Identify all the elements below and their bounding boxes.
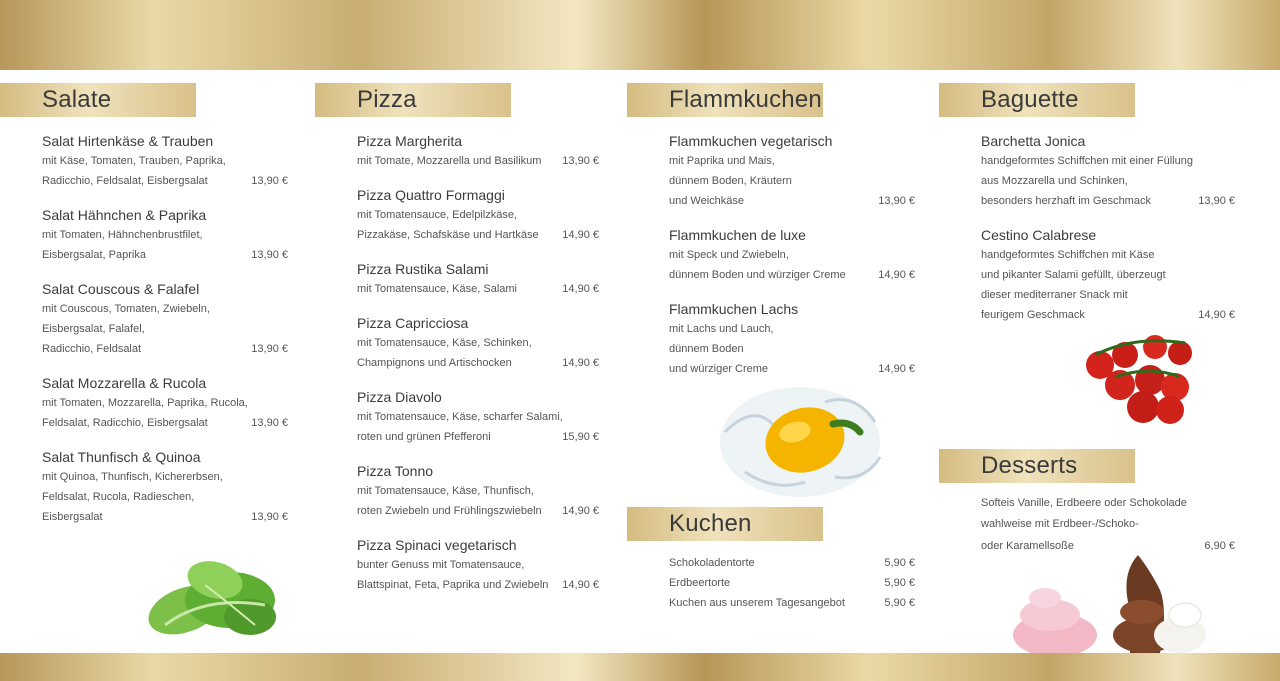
item-price: 13,90 € (562, 155, 599, 167)
item-description: besonders herzhaft im Geschmack 13,90 € (981, 191, 1235, 211)
item-description: mit Tomatensauce, Käse, scharfer Salami, (357, 411, 563, 423)
item-description: Eisbergsalat, Falafel, (42, 323, 145, 335)
list-item: Erdbeertorte 5,90 € (669, 577, 915, 589)
item-line: Softeis Vanille, Erdbeere oder Schokolade (981, 497, 1187, 509)
item-name: Salat Couscous & Falafel (42, 281, 200, 297)
menu-item (357, 259, 599, 299)
item-price: 13,90 € (251, 511, 288, 523)
section-title: Baguette (981, 86, 1079, 113)
item-name: Flammkuchen vegetarisch (669, 133, 833, 149)
item-price: 13,90 € (1198, 195, 1235, 207)
menu-list (315, 131, 599, 595)
menu-item (357, 535, 599, 595)
item-name: Pizza Margherita (357, 133, 463, 149)
item-description: Feldsalat, Radicchio, Eisbergsalat 13,90 € (42, 413, 288, 433)
item-description: roten und grünen Pfefferoni 15,90 € (357, 427, 599, 447)
item-description: dünnem Boden, Kräutern (669, 175, 792, 187)
section-header (0, 83, 196, 117)
item-description: handgeformtes Schiffchen mit einer Füllung (981, 155, 1193, 167)
item-description: mit Tomatensauce, Käse, Salami 14,90 € (357, 279, 599, 299)
item-description: roten Zwiebeln und Frühlingszwiebeln 14,90 € (357, 501, 599, 521)
item-description: Eisbergsalat 13,90 € (42, 507, 288, 527)
menu-list (939, 131, 1235, 325)
menu-item (42, 205, 288, 265)
item-price: 14,90 € (878, 269, 915, 281)
item-description: mit Tomaten, Mozzarella, Paprika, Rucola, (42, 397, 248, 409)
section-header (627, 507, 823, 541)
item-name: Cestino Calabrese (981, 227, 1097, 243)
item-price: 14,90 € (562, 283, 599, 295)
item-name: Salat Mozzarella & Rucola (42, 375, 207, 391)
section-title: Flammkuchen (669, 86, 822, 113)
section-header (315, 83, 511, 117)
menu-item (669, 225, 915, 285)
menu-item (669, 131, 915, 211)
item-name: Salat Hähnchen & Paprika (42, 207, 207, 223)
item-description: handgeformtes Schiffchen mit Käse (981, 249, 1155, 261)
item-name: Flammkuchen de luxe (669, 227, 806, 243)
menu-list (627, 553, 915, 613)
menu-item (357, 313, 599, 373)
section-title: Salate (42, 86, 112, 113)
item-description: mit Käse, Tomaten, Trauben, Paprika, (42, 155, 226, 167)
top-gold-band (0, 0, 1280, 70)
section-header (627, 83, 823, 117)
item-price: 14,90 € (562, 505, 599, 517)
item-description: Champignons und Artischocken 14,90 € (357, 353, 599, 373)
item-price: 15,90 € (562, 431, 599, 443)
item-name: Pizza Spinaci vegetarisch (357, 537, 517, 553)
item-description: Radicchio, Feldsalat, Eisbergsalat 13,90 € (42, 171, 288, 191)
section-salate (0, 83, 300, 541)
item-name: Pizza Diavolo (357, 389, 442, 405)
item-line: wahlweise mit Erdbeer-/Schoko- (981, 518, 1139, 530)
item-price: 13,90 € (251, 175, 288, 187)
section-header (939, 83, 1135, 117)
menu-list (939, 493, 1235, 557)
item-description: mit Tomate, Mozzarella und Basilikum 13,90 € (357, 151, 599, 171)
menu-item (669, 299, 915, 379)
section-title: Desserts (981, 452, 1078, 479)
item-price: 13,90 € (251, 417, 288, 429)
item-price: 13,90 € (878, 195, 915, 207)
yellow-pepper-image (715, 372, 885, 502)
section-title: Kuchen (669, 510, 752, 537)
menu-item (42, 447, 288, 527)
item-description: und würziger Creme 14,90 € (669, 359, 915, 379)
item-description: dünnem Boden (669, 343, 744, 355)
menu-item (981, 131, 1235, 211)
list-item: Kuchen aus unserem Tagesangebot 5,90 € (669, 597, 915, 609)
menu-item (42, 373, 288, 433)
item-name: Barchetta Jonica (981, 133, 1086, 149)
item-name: Salat Hirtenkäse & Trauben (42, 133, 214, 149)
section-pizza (315, 83, 615, 609)
menu-list (627, 131, 915, 379)
item-price: 13,90 € (251, 343, 288, 355)
item-description: mit Paprika und Mais, (669, 155, 775, 167)
item-description: dieser mediterraner Snack mit (981, 289, 1128, 301)
menu-item (981, 225, 1235, 325)
item-description: Blattspinat, Feta, Paprika und Zwiebeln 14,90 € (357, 575, 599, 595)
item-name: Flammkuchen Lachs (669, 301, 799, 317)
lettuce-image (145, 555, 280, 645)
item-description: feurigem Geschmack 14,90 € (981, 305, 1235, 325)
section-flammkuchen (627, 83, 927, 393)
item-description: bunter Genuss mit Tomatensauce, (357, 559, 525, 571)
menu-item (357, 131, 599, 171)
section-desserts (939, 449, 1239, 557)
item-description: mit Lachs und Lauch, (669, 323, 774, 335)
menu-item (357, 185, 599, 245)
menu-list (0, 131, 288, 527)
menu-item (42, 279, 288, 359)
item-price: 14,90 € (878, 363, 915, 375)
item-description: mit Speck und Zwiebeln, (669, 249, 789, 261)
item-price: 14,90 € (1198, 309, 1235, 321)
item-description: mit Tomaten, Hähnchenbrustfilet, (42, 229, 203, 241)
soft-serve-ice-cream-image (1010, 550, 1210, 653)
item-price: 14,90 € (562, 579, 599, 591)
tomatoes-image (1075, 325, 1205, 430)
item-description: Pizzakäse, Schafskäse und Hartkäse 14,90 € (357, 225, 599, 245)
item-description: mit Tomatensauce, Käse, Schinken, (357, 337, 532, 349)
item-description: und Weichkäse 13,90 € (669, 191, 915, 211)
item-name: Pizza Tonno (357, 463, 434, 479)
section-title: Pizza (357, 86, 417, 113)
item-name: Salat Thunfisch & Quinoa (42, 449, 201, 465)
item-description: Radicchio, Feldsalat 13,90 € (42, 339, 288, 359)
section-kuchen (627, 507, 927, 613)
item-name: Pizza Rustika Salami (357, 261, 489, 277)
item-description: mit Quinoa, Thunfisch, Kichererbsen, (42, 471, 223, 483)
item-description: Eisbergsalat, Paprika 13,90 € (42, 245, 288, 265)
item-description: und pikanter Salami gefüllt, überzeugt (981, 269, 1166, 281)
item-name: Pizza Capricciosa (357, 315, 469, 331)
menu-item (42, 131, 288, 191)
item-description: mit Tomatensauce, Käse, Thunfisch, (357, 485, 534, 497)
menu-item (357, 461, 599, 521)
item-line: oder Karamellsoße 6,90 € (981, 540, 1235, 552)
item-description: dünnem Boden und würziger Creme 14,90 € (669, 265, 915, 285)
bottom-gold-band (0, 653, 1280, 681)
item-price: 13,90 € (251, 249, 288, 261)
section-baguette (939, 83, 1239, 339)
item-description: mit Tomatensauce, Edelpilzkäse, (357, 209, 517, 221)
item-price: 14,90 € (562, 229, 599, 241)
menu-item (357, 387, 599, 447)
item-description: Feldsalat, Rucola, Radieschen, (42, 491, 195, 503)
item-name: Pizza Quattro Formaggi (357, 187, 505, 203)
list-item: Schokoladentorte 5,90 € (669, 557, 915, 569)
item-description: mit Couscous, Tomaten, Zwiebeln, (42, 303, 210, 315)
section-header (939, 449, 1135, 483)
item-description: aus Mozzarella und Schinken, (981, 175, 1128, 187)
item-price: 14,90 € (562, 357, 599, 369)
